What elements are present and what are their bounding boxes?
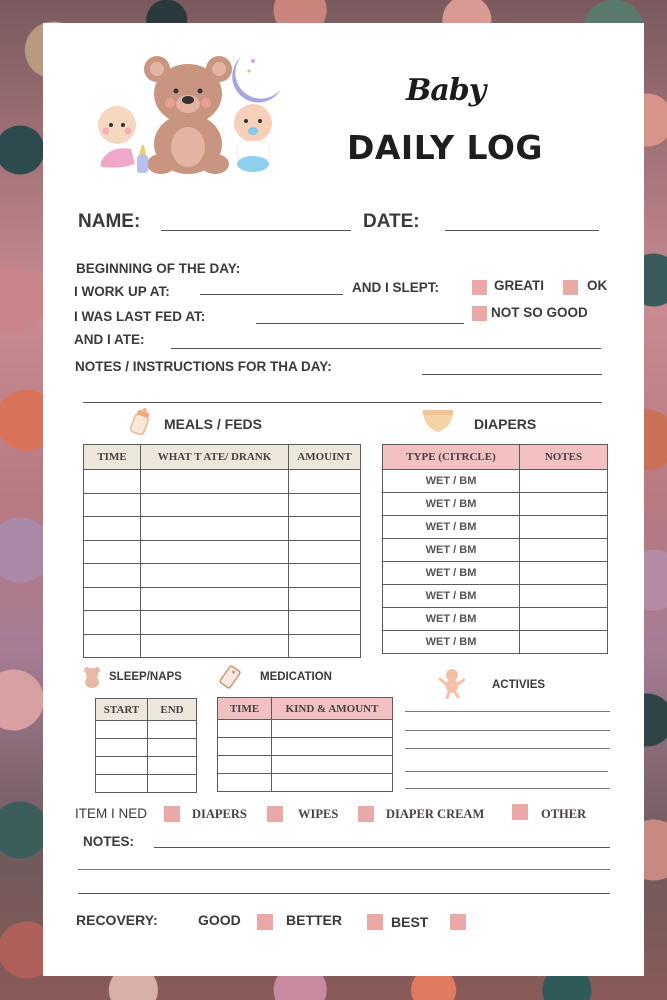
medication-row	[218, 774, 393, 792]
diapers-row	[383, 539, 608, 562]
meals-cell-what[interactable]	[141, 564, 289, 588]
meals-row	[84, 634, 361, 658]
meals-row	[84, 493, 361, 517]
baby-dancing-icon	[439, 667, 465, 699]
daily-log-page	[43, 23, 644, 976]
recovery-label: RECOVERY:	[76, 912, 158, 928]
meals-cell-what[interactable]	[141, 611, 289, 635]
items-diapers-checkbox[interactable]	[164, 806, 180, 822]
baby-girl-icon	[98, 106, 136, 168]
recovery-best-label: BEST	[391, 914, 429, 930]
medication-cell-kind[interactable]	[272, 774, 393, 792]
meals-row	[84, 611, 361, 635]
activities-line[interactable]	[405, 730, 610, 731]
medication-cell-time[interactable]	[218, 774, 272, 792]
recovery-better-label: BETTER	[286, 912, 342, 928]
medication-cell-kind[interactable]	[272, 756, 393, 774]
medication-cell-kind[interactable]	[272, 720, 393, 738]
diaper-notes-cell[interactable]	[520, 470, 608, 493]
notes-label: NOTES:	[83, 834, 135, 849]
meals-cell-time[interactable]	[84, 611, 141, 635]
diaper-type-cell[interactable]: WET / BM	[383, 608, 520, 631]
notes-instructions-label: NOTES / INSTRUCTIONS FOR THA DAY:	[75, 359, 332, 374]
date-label: DATE:	[363, 211, 420, 232]
sleep-cell-start[interactable]	[96, 721, 148, 739]
diapers-row	[383, 493, 608, 516]
slept-great-label: GREATI	[494, 278, 544, 293]
meals-cell-what[interactable]	[141, 470, 289, 494]
slept-ok-label: OK	[587, 278, 608, 293]
diaper-type-cell[interactable]: WET / BM	[383, 562, 520, 585]
medication-row	[218, 756, 393, 774]
name-label: NAME:	[78, 211, 141, 232]
meals-cell-what[interactable]	[141, 493, 289, 517]
meals-row	[84, 587, 361, 611]
diaper-type-cell[interactable]: WET / BM	[383, 470, 520, 493]
sleep-title: SLEEP/NAPS	[109, 671, 182, 683]
sleep-col-end: END	[148, 699, 197, 721]
notes-line[interactable]	[78, 869, 610, 870]
diapers-col-notes: NOTES	[520, 445, 608, 470]
meals-cell-time[interactable]	[84, 517, 141, 541]
medication-cell-time[interactable]	[218, 738, 272, 756]
meals-cell-amount[interactable]	[289, 470, 361, 494]
items-diaper-cream-label: DIAPER CREAM	[386, 807, 485, 821]
meals-cell-amount[interactable]	[289, 493, 361, 517]
medication-cell-time[interactable]	[218, 756, 272, 774]
diaper-type-cell[interactable]: WET / BM	[383, 516, 520, 539]
sleep-cell-end[interactable]	[148, 775, 197, 793]
diapers-col-type: TYPE (CITRCLE)	[383, 445, 520, 470]
items-diaper-cream-checkbox[interactable]	[358, 806, 374, 822]
diaper-type-cell[interactable]: WET / BM	[383, 585, 520, 608]
recovery-better-checkbox[interactable]	[367, 914, 383, 930]
medication-table	[217, 697, 393, 792]
sleep-row	[96, 775, 197, 793]
activities-line[interactable]	[405, 748, 610, 749]
diapers-row	[383, 516, 608, 539]
medication-col-time: TIME	[218, 698, 272, 720]
slept-ok-checkbox[interactable]	[563, 280, 578, 295]
script-title: Baby	[406, 73, 486, 108]
recovery-best-checkbox[interactable]	[450, 914, 466, 930]
meals-cell-time[interactable]	[84, 470, 141, 494]
baby-bottle-icon	[128, 404, 154, 436]
notes-instructions-field[interactable]	[422, 374, 602, 375]
meals-cell-amount[interactable]	[289, 517, 361, 541]
diaper-notes-cell[interactable]	[520, 516, 608, 539]
diaper-notes-cell[interactable]	[520, 585, 608, 608]
baby-boy-icon	[234, 104, 272, 172]
beginning-label: BEGINNING OF THE DAY:	[76, 261, 241, 276]
medication-title: MEDICATION	[260, 671, 332, 683]
medication-cell-time[interactable]	[218, 720, 272, 738]
recovery-good-checkbox[interactable]	[257, 914, 273, 930]
meals-cell-amount[interactable]	[289, 564, 361, 588]
sleep-row	[96, 721, 197, 739]
slept-not-so-good-checkbox[interactable]	[472, 306, 487, 321]
items-other-checkbox[interactable]	[512, 804, 528, 820]
meals-cell-amount[interactable]	[289, 611, 361, 635]
activities-title: ACTIVIES	[492, 679, 546, 691]
items-needed-label: ITEM I NED	[75, 806, 148, 821]
diapers-row	[383, 631, 608, 654]
sleep-row	[96, 757, 197, 775]
sleep-cell-start[interactable]	[96, 739, 148, 757]
diaper-notes-cell[interactable]	[520, 562, 608, 585]
meals-row	[84, 564, 361, 588]
woke-time-field[interactable]	[200, 294, 343, 295]
name-field[interactable]	[161, 230, 351, 231]
meals-title: MEALS / FEDS	[164, 416, 263, 432]
activities-line[interactable]	[405, 771, 608, 772]
diaper-type-cell[interactable]: WET / BM	[383, 539, 520, 562]
meals-cell-what[interactable]	[141, 540, 289, 564]
baby-teddy-illustration	[91, 49, 291, 179]
bottle-icon	[137, 145, 148, 173]
diapers-row	[383, 585, 608, 608]
diapers-table	[382, 444, 608, 654]
sleep-table	[95, 698, 197, 793]
moon-icon	[232, 57, 281, 102]
sleep-col-start: START	[96, 699, 148, 721]
meals-cell-time[interactable]	[84, 634, 141, 658]
ate-field[interactable]	[171, 348, 601, 349]
notes-line[interactable]	[78, 893, 610, 894]
diaper-type-cell[interactable]: WET / BM	[383, 631, 520, 654]
meals-cell-amount[interactable]	[289, 587, 361, 611]
slept-label: AND I SLEPT:	[352, 280, 440, 295]
meals-col-time: TIME	[84, 445, 141, 470]
meals-cell-time[interactable]	[84, 587, 141, 611]
meals-row	[84, 540, 361, 564]
meals-cell-time[interactable]	[84, 540, 141, 564]
meals-cell-time[interactable]	[84, 493, 141, 517]
medication-cell-kind[interactable]	[272, 738, 393, 756]
date-field[interactable]	[445, 230, 599, 231]
diaper-type-cell[interactable]: WET / BM	[383, 493, 520, 516]
activities-line[interactable]	[405, 788, 610, 789]
diapers-row	[383, 562, 608, 585]
page-title: DAILY LOG	[347, 128, 543, 167]
medication-row	[218, 720, 393, 738]
diaper-notes-cell[interactable]	[520, 608, 608, 631]
items-wipes-label: WIPES	[298, 807, 339, 821]
meals-table	[83, 444, 361, 658]
diaper-notes-cell[interactable]	[520, 539, 608, 562]
sleep-row	[96, 739, 197, 757]
fed-time-field[interactable]	[256, 323, 464, 324]
diaper-notes-cell[interactable]	[520, 631, 608, 654]
diapers-title: DIAPERS	[474, 416, 537, 432]
items-wipes-checkbox[interactable]	[267, 806, 283, 822]
items-other-label: OTHER	[541, 807, 587, 821]
ate-label: AND I ATE:	[74, 332, 145, 347]
slept-great-checkbox[interactable]	[472, 280, 487, 295]
teddy-bear-icon	[144, 56, 232, 174]
items-diapers-label: DIAPERS	[192, 807, 247, 821]
diapers-row	[383, 470, 608, 493]
meals-cell-what[interactable]	[141, 517, 289, 541]
diapers-row	[383, 608, 608, 631]
notes-instructions-field-2[interactable]	[83, 402, 602, 403]
woke-label: I WORK UP AT:	[74, 284, 170, 299]
sleep-cell-start[interactable]	[96, 757, 148, 775]
slept-not-so-good-label: NOT SO GOOD	[491, 305, 588, 320]
medication-col-kind: KIND & AMOUNT	[272, 698, 393, 720]
recovery-good-label: GOOD	[198, 912, 241, 928]
meals-cell-what[interactable]	[141, 587, 289, 611]
sleep-cell-start[interactable]	[96, 775, 148, 793]
meals-cell-amount[interactable]	[289, 540, 361, 564]
meals-row	[84, 517, 361, 541]
sleep-cell-end[interactable]	[148, 721, 197, 739]
meals-cell-amount[interactable]	[289, 634, 361, 658]
medication-row	[218, 738, 393, 756]
meals-col-amount: AMOUINT	[289, 445, 361, 470]
meals-cell-what[interactable]	[141, 634, 289, 658]
diaper-icon	[421, 408, 455, 434]
sleep-cell-end[interactable]	[148, 757, 197, 775]
meals-col-what: WHAT T ATE/ DRANK	[141, 445, 289, 470]
sleep-cell-end[interactable]	[148, 739, 197, 757]
fed-label: I WAS LAST FED AT:	[74, 309, 206, 324]
diaper-notes-cell[interactable]	[520, 493, 608, 516]
meals-cell-time[interactable]	[84, 564, 141, 588]
teddy-bear-icon	[83, 666, 101, 688]
notes-line[interactable]	[154, 847, 610, 848]
meals-row	[84, 470, 361, 494]
medicine-tag-icon	[218, 664, 242, 690]
activities-line[interactable]	[405, 711, 610, 712]
